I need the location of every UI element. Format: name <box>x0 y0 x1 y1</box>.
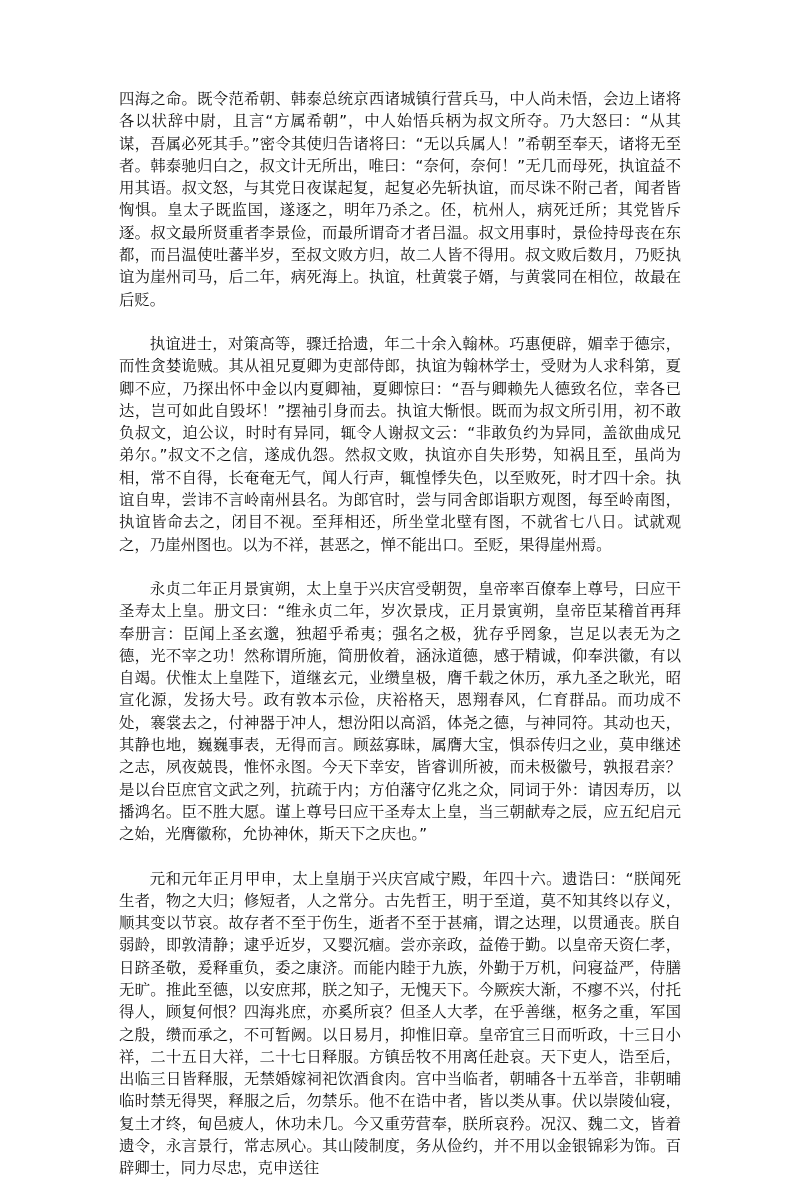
paragraph-4: 元和元年正月甲申，太上皇崩于兴庆宫咸宁殿，年四十六。遗诰曰：“朕闻死生者，物之大归；修短者，人之常分。古先哲王，明于至道，莫不知其终以存义，顺其变以节哀。故存者不至于伤生，逝者不至于甚痛，谓之达理，以贯通丧。朕自弱龄，即敦清静；逮乎近岁，又婴沉痼。尝亦亲政，益倦于勤。以皇帝天资仁孝，日跻圣敬，爰释重负，委之康济。而能内睦于九族，外勤于万机，问寝益严，侍膳无旷。推此至德，以安庶邦，朕之知子，无愧天下。今厥疾大渐，不瘳不兴，付托得人，顾复何恨？四海兆庶，亦奚所哀？但圣人大孝，在乎善继，枢务之重，军国之殷，缵而承之，不可暂阙。以日易月，抑惟旧章。皇帝宜三日而听政，十三日小祥，二十五日大祥，二十七日释服。方镇岳牧不用离任赴哀。天下吏人，诰至后，出临三日皆释服，无禁婚嫁祠祀饮酒食肉。宫中当临者，朝晡各十五举音，非朝晡临时禁无得哭，释服之后，勿禁乐。他不在诰中者，皆以类从事。伏以崇陵仙寝，复土才终，甸邑疲人，休功未几。今又重劳营奉，朕所哀矜。况汉、魏二文，皆着遗令，永言景行，常志夙心。其山陵制度，务从俭约，并不用以金银锦彩为饰。百辟卿士，同力尽忠，克申送往 <box>119 869 681 1178</box>
document-page <box>119 88 681 1202</box>
paragraph-1: 四海之命。既令范希朝、韩泰总统京西诸城镇行营兵马，中人尚未悟，会边上诸将各以状辞中尉，且言“方属希朝”，中人始悟兵柄为叔文所夺。乃大怒曰：“从其谋，吾属必死其手。”密令其使归告诸将曰：“无以兵属人！”希朝至奉天，诸将无至者。韩泰驰归白之，叔文计无所出，唯曰：“奈何，奈何！”无几而母死，执谊益不用其语。叔文怒，与其党日夜谋起复，起复必先斩执谊，而尽诛不附己者，闻者皆恟惧。皇太子既监国，遂逐之，明年乃杀之。伾，杭州人，病死迁所；其党皆斥逐。叔文最所贤重者李景俭，而最所谓奇才者吕温。叔文用事时，景俭持母丧在东都，而吕温使吐蕃半岁，至叔文败方归，故二人皆不得用。叔文败后数月，乃贬执谊为崖州司马，后二年，病死海上。执谊，杜黄裳子婿，与黄裳同在相位，故最在后贬。 <box>119 90 681 309</box>
paragraph-3: 永贞二年正月景寅朔，太上皇于兴庆宫受朝贺，皇帝率百僚奉上尊号，曰应干圣寿太上皇。册文曰：“维永贞二年，岁次景戌，正月景寅朔，皇帝臣某稽首再拜奉册言：臣闻上圣玄邈，独超乎希夷；强名之极，犹存乎罔象，岂足以表无为之德，光不宰之功！然称谓所施，简册攸着，涵泳道德，感于精诚，仰奉洪徽，有以自竭。伏惟太上皇陛下，道继玄元，业缵皇极，膺千载之休历，承九圣之耿光，昭宣化源，发扬大号。政有敦本示俭，庆裕格天，恩翔春风，仁育群品。而功成不处，褰裳去之，付神器于冲人，想汾阳以高滔，体尧之德，与神同符。其动也天，其静也地，巍巍事表，无得而言。顾兹寡昧，属膺大宝，惧忝传归之业，莫申继述之志，夙夜兢畏，惟怀永图。今天下幸安，皆睿训所被，而未极徽号，孰报君亲？是以台臣庶官文武之列，抗疏于内；方伯藩守亿兆之众，同词于外：请因寿历，以播鸿名。臣不胜大愿。谨上尊号曰应干圣寿太上皇，当三朝献寿之辰，应五纪启元之始，光膺徽称，允协神休，斯天下之庆也。” <box>119 579 681 844</box>
paragraph-2: 执谊进士，对策高等，骤迁拾遗，年二十余入翰林。巧惠便辟，媚幸于德宗，而性贪婪诡贼。其从祖兄夏卿为吏部侍郎，执谊为翰林学士，受财为人求科第，夏卿不应，乃探出怀中金以内夏卿袖，夏卿惊曰：“吾与卿赖先人德致名位，幸各已达，岂可如此自毁坏！”摆袖引身而去。执谊大惭恨。既而为叔文所引用，初不敢负叔文，迫公议，时时有异同，辄令人谢叔文云：“非敢负约为异同，盖欲曲成兄弟尔。”叔文不之信，遂成仇怨。然叔文败，执谊亦自失形势，知祸且至，虽尚为相，常不自得，长奄奄无气，闻人行声，辄惶悸失色，以至败死，时才四十余。执谊自卑，尝讳不言岭南州县名。为郎官时，尝与同舍郎诣职方观图，每至岭南图，执谊皆命去之，闭目不视。至拜相还，所坐堂北壁有图，不就省七八日。试就观之，乃崖州图也。以为不祥，甚恶之，惮不能出口。至贬，果得崖州焉。 <box>119 334 681 554</box>
